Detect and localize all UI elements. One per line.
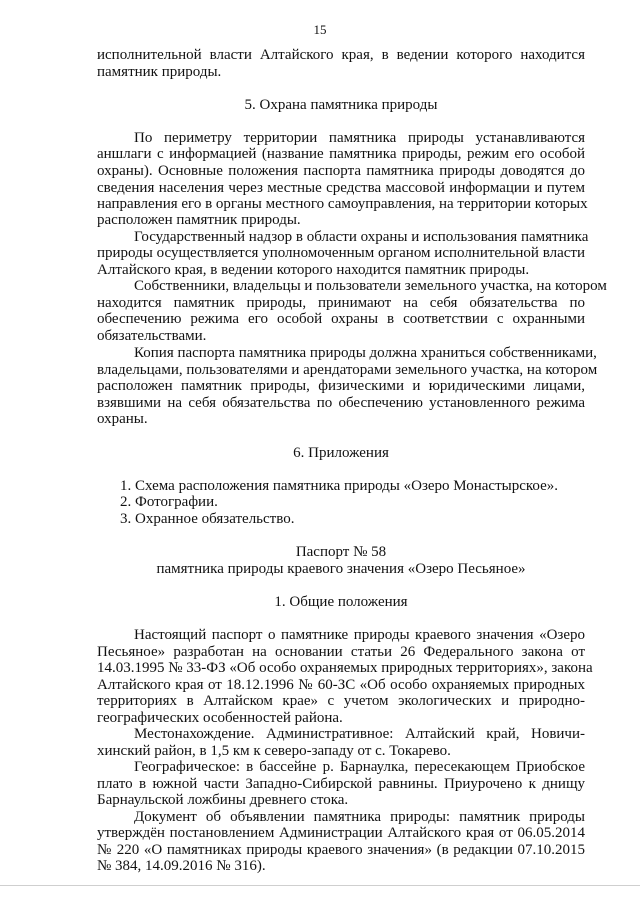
list-item: 1. Схема расположения памятника природы «Озеро Монастырское». xyxy=(120,478,558,494)
passport-subtitle: памятника природы краевого значения «Озеро Песьяное» xyxy=(156,561,526,577)
passport-title: Паспорт № 58 xyxy=(295,544,387,560)
text-line: Песьяное» разработан на основании статьи 26 Федерального закона от xyxy=(97,644,585,660)
text-line: расположен памятник природы, физическими и юридическими лицами, xyxy=(97,378,585,394)
text-line: находится памятник природы, принимают на себя обязательства по xyxy=(97,295,585,311)
text-line: географических особенностей района. xyxy=(97,710,343,726)
text-line: № 220 «О памятниках природы краевого значения» (в редакции 07.10.2015 xyxy=(97,842,585,858)
list-item: 2. Фотографии. xyxy=(120,494,218,510)
page-bottom-edge xyxy=(0,885,640,886)
text-line: расположен памятник природы. xyxy=(97,212,301,228)
text-line: № 384, 14.09.2016 № 316). xyxy=(97,858,266,874)
section-heading: 1. Общие положения xyxy=(274,594,408,610)
text-line: обязательствами. xyxy=(97,328,207,344)
text-line: сведения населения через местные средства массовой информации и путем xyxy=(97,180,585,196)
text-line: аншлаги с информацией (название памятника природы, режим его особой xyxy=(97,146,585,162)
text-line: направления его в органы местного самоуправления, на территории которых xyxy=(97,196,588,212)
text-line: Документ об объявлении памятника природы: памятник природы xyxy=(134,809,585,825)
section-heading: 6. Приложения xyxy=(293,445,389,461)
text-line: исполнительной власти Алтайского края, в ведении которого находится xyxy=(97,47,585,63)
text-line: Государственный надзор в области охраны и использования памятника xyxy=(134,229,589,245)
text-line: утверждён постановлением Администрации Алтайского края от 06.05.2014 xyxy=(97,825,585,841)
text-line: охраны). Основные положения паспорта памятника природы доводятся до xyxy=(97,163,585,179)
text-line: 14.03.1995 № 33-ФЗ «Об особо охраняемых природных территориях», закона xyxy=(97,660,593,676)
text-line: взявшими на себя обязательства по обеспечению установленного режима xyxy=(97,395,585,411)
text-line: территориях в Алтайском крае» с учетом экологических и природно- xyxy=(97,693,585,709)
text-line: Копия паспорта памятника природы должна храниться собственниками, xyxy=(134,345,597,361)
text-line: владельцами, пользователями и арендаторами земельного участка, на котором xyxy=(97,362,598,378)
text-line: природы осуществляется уполномоченным органом исполнительной власти xyxy=(97,245,585,261)
text-line: плато в южной части Западно-Сибирской равнины. Приурочено к днищу xyxy=(97,776,585,792)
text-line: Алтайского края, в ведении которого находится памятник природы. xyxy=(97,262,530,278)
text-line: Настоящий паспорт о памятнике природы краевого значения «Озеро xyxy=(134,627,585,643)
text-line: Местонахождение. Административное: Алтайский край, Новичи- xyxy=(134,726,585,742)
section-heading: 5. Охрана памятника природы xyxy=(244,97,438,113)
text-line: Собственники, владельцы и пользователи земельного участка, на котором xyxy=(134,278,607,294)
text-line: памятник природы. xyxy=(97,64,222,80)
page-number: 15 xyxy=(313,22,327,37)
list-item: 3. Охранное обязательство. xyxy=(120,511,295,527)
text-line: охраны. xyxy=(97,411,148,427)
text-line: Барнаульской ложбины древнего стока. xyxy=(97,792,349,808)
text-line: Географическое: в бассейне р. Барнаулка, пересекающем Приобское xyxy=(134,759,585,775)
text-line: обеспечению режима его особой охраны в соответствии с охранными xyxy=(97,311,585,327)
text-line: Алтайского края от 18.12.1996 № 60-ЗС «Об особо охраняемых природных xyxy=(97,677,585,693)
text-line: По периметру территории памятника природы устанавливаются xyxy=(134,130,585,146)
text-line: хинский район, в 1,5 км к северо-западу от с. Токарево. xyxy=(97,743,451,759)
